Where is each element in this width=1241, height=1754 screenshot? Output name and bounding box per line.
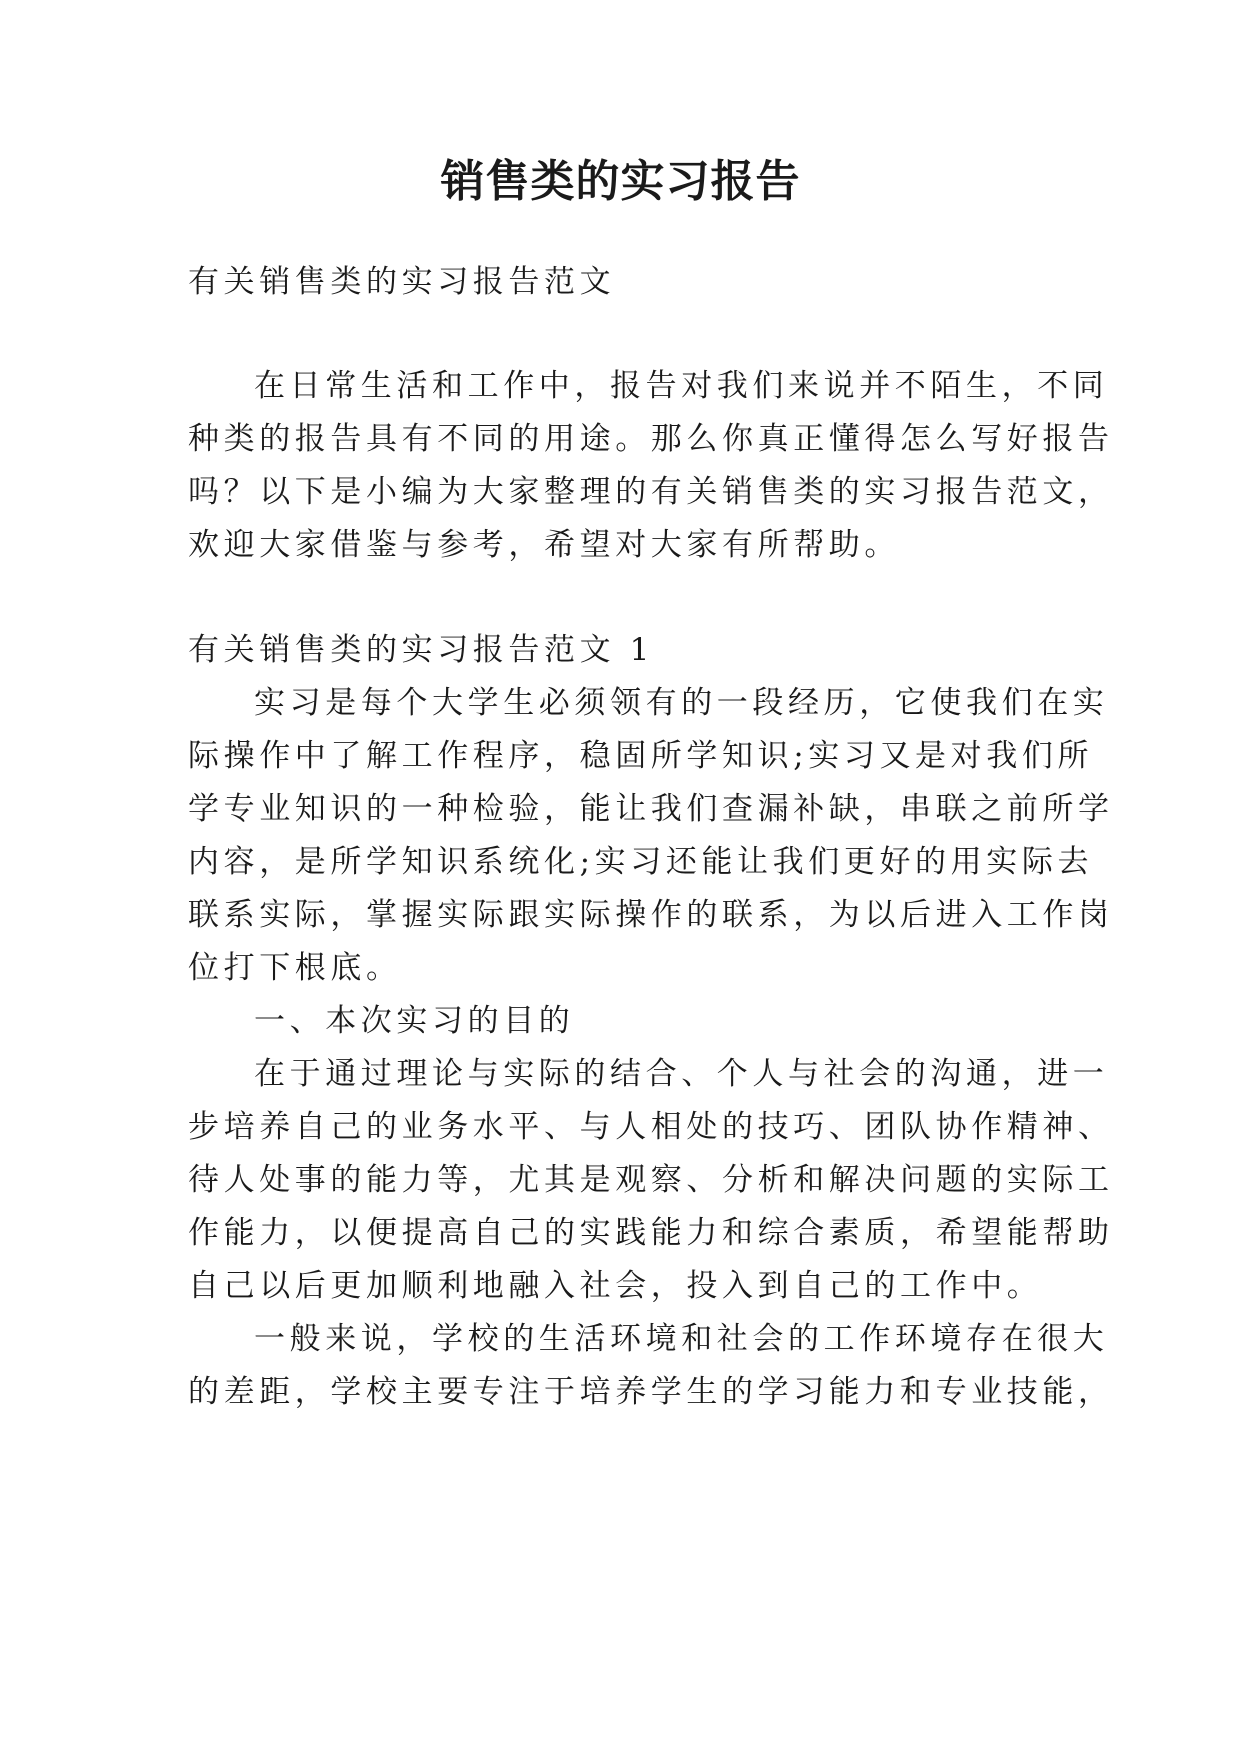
intro-line: 吗？以下是小编为大家整理的有关销售类的实习报告范文，: [188, 474, 1114, 510]
intro-line: 在日常生活和工作中，报告对我们来说并不陌生，不同: [254, 368, 1109, 404]
paragraph-line: 际操作中了解工作程序，稳固所学知识;实习又是对我们所: [188, 738, 1094, 774]
paragraph-line: 实习是每个大学生必须领有的一段经历，它使我们在实: [254, 685, 1109, 721]
paragraph-line: 联系实际，掌握实际跟实际操作的联系，为以后进入工作岗: [188, 897, 1114, 933]
paragraph-line: 的差距，学校主要专注于培养学生的学习能力和专业技能，: [188, 1374, 1114, 1410]
section-title: 有关销售类的实习报告范文 1: [188, 632, 654, 668]
paragraph-line: 作能力，以便提高自己的实践能力和综合素质，希望能帮助: [188, 1215, 1114, 1251]
paragraph-line: 自己以后更加顺利地融入社会，投入到自己的工作中。: [188, 1268, 1043, 1304]
paragraph-line: 位打下根底。: [188, 950, 402, 986]
paragraph-line: 待人处事的能力等，尤其是观察、分析和解决问题的实际工: [188, 1162, 1114, 1198]
paragraph-line: 在于通过理论与实际的结合、个人与社会的沟通，进一: [254, 1056, 1109, 1092]
document-subtitle: 有关销售类的实习报告范文: [188, 264, 616, 300]
paragraph-line: 步培养自己的业务水平、与人相处的技巧、团队协作精神、: [188, 1109, 1114, 1145]
section-heading: 一、本次实习的目的: [254, 1003, 575, 1039]
paragraph-line: 学专业知识的一种检验，能让我们查漏补缺，串联之前所学: [188, 791, 1114, 827]
intro-line: 欢迎大家借鉴与参考，希望对大家有所帮助。: [188, 527, 900, 563]
paragraph-line: 内容，是所学知识系统化;实习还能让我们更好的用实际去: [188, 844, 1094, 880]
intro-line: 种类的报告具有不同的用途。那么你真正懂得怎么写好报告: [188, 421, 1114, 457]
paragraph-line: 一般来说，学校的生活环境和社会的工作环境存在很大: [254, 1321, 1109, 1357]
document-title: 销售类的实习报告: [440, 156, 801, 207]
